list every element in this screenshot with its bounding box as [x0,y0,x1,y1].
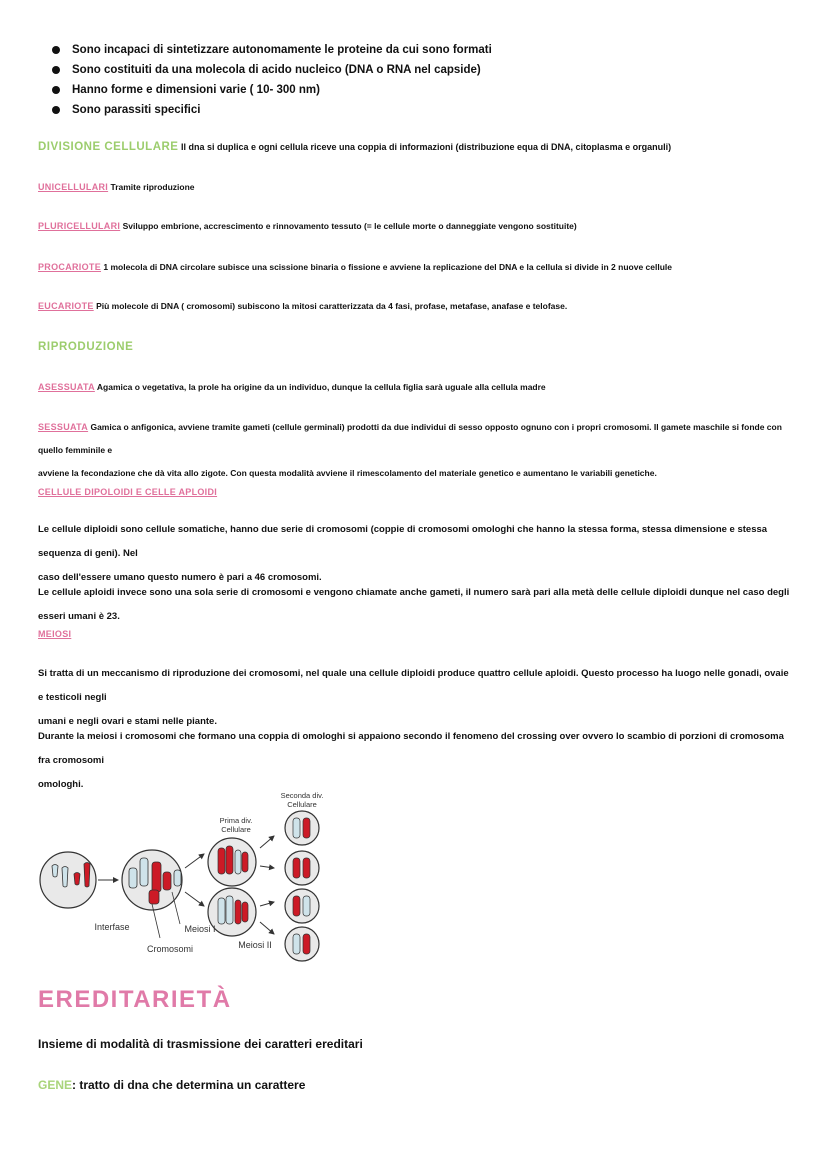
aploidi-paragraph: Le cellule aploidi invece sono una sola serie di cromosomi e vengono chiamate anche gameti, il numero sarà pari alla metà delle cellule diploidi dunque nel caso degli esseri umani è 23. [38,587,790,622]
sessuata-text-1: Gamica o anfigonica, avviene tramite gameti (cellule germinali) prodotti da due individui di sesso opposto ognuno con i propri cromosomi. Il gamete maschile si fonde con quello femminile e [38,422,782,455]
asessuata-text: Agamica o vegetativa, la prole ha origine da un individuo, dunque la cellula figlia sarà uguale alla cellula madre [96,382,546,392]
prima-div-label: Prima div. [219,816,253,825]
interfase-label: Interfase [94,922,130,932]
virus-bullet-list [52,40,492,120]
ereditarieta-definition: Insieme di modalità di trasmissione dei caratteri ereditari [38,1037,363,1051]
interfase-cell [40,852,96,908]
cellule-heading-line [38,485,790,499]
bullet-item: Sono parassiti specifici [52,100,492,120]
seconda-div-label-2: Cellulare [287,800,317,809]
procariote-keyword: PROCARIOTE [38,262,102,272]
meiosi-heading: MEIOSI [38,629,72,639]
divisione-text: Il dna si duplica e ogni cellula riceve una coppia di informazioni (distribuzione equa di DNA, citoplasma e organuli) [181,142,672,152]
prima-div-cell-top [208,838,256,886]
seconda-div-cell-4 [285,927,319,961]
diploidi-line-1: Le cellule diploidi sono cellule somatiche, hanno due serie di cromosomi (coppie di cromosomi omologhi che hanno la stessa forma, stessa dimensione e stessa sequenza di geni). Nel [38,524,768,559]
seconda-div-cell-2 [285,851,319,885]
eucariote-line [38,299,790,313]
eucariote-keyword: EUCARIOTE [38,301,94,311]
pluricellulari-text: Sviluppo embrione, accrescimento e rinnovamento tessuto (= le cellule morte o danneggiate vengono sostituite) [122,221,577,231]
divisione-cellulare-line [38,139,790,155]
seconda-div-cell-1 [285,811,319,845]
meiosi-paragraph-2 [38,725,790,797]
gene-line [38,1075,790,1095]
unicellulari-keyword: UNICELLULARI [38,182,109,192]
meiosi-paragraph-1 [38,662,790,734]
meiosi1-line-2: umani e negli ovari e stami nelle piante. [38,716,217,727]
gene-text: : tratto di dna che determina un carattere [72,1078,306,1092]
ereditarieta-title: EREDITARIETÀ [38,986,232,1013]
meiosis-diagram [34,788,344,966]
asessuata-line [38,380,790,394]
pluricellulari-keyword: PLURICELLULARI [38,221,121,231]
meiosi2-line-1: Durante la meiosi i cromosomi che formano una coppia di omologhi si appaiono secondo il fenomeno del crossing over ovvero lo scambio di porzioni di cromosoma fra cromosomi [38,731,784,766]
sessuata-paragraph [38,416,790,485]
procariote-line [38,260,790,274]
prima-div-label-2: Cellulare [221,825,251,834]
meiosi1-line-1: Si tratta di un meccanismo di riproduzione dei cromosomi, nel quale una cellule diploidi produce quattro cellule aploidi. Questo processo ha luogo nelle gonadi, ovaie e testicoli negli [38,668,789,703]
bullet-item: Hanno forme e dimensioni varie ( 10- 300 nm) [52,80,492,100]
unicellulari-text: Tramite riproduzione [110,182,195,192]
sessuata-line-1 [38,416,790,462]
procariote-text: 1 molecola di DNA circolare subisce una scissione binaria o fissione e avviene la replicazione del DNA e la cellula si divide in 2 nuove cellule [103,262,673,272]
riproduzione-heading: RIPRODUZIONE [38,341,134,353]
sessuata-keyword: SESSUATA [38,422,89,432]
sessuata-line-2: avviene la fecondazione che dà vita allo zigote. Con questa modalità avviene il rimescolamento del materiale genetico e aumentano le variabili genetiche. [38,468,657,478]
diploidi-line-2: caso dell'essere umano questo numero è pari a 46 cromosomi. [38,572,322,583]
cellule-heading: CELLULE DIPOLOIDI E CELLE APLOIDI [38,487,218,497]
pluricellulari-line [38,219,790,233]
meiosi-heading-line [38,627,790,641]
gene-keyword: GENE [38,1078,73,1092]
meiosi2-line-2: omologhi. [38,779,84,790]
seconda-div-label: Seconda div. [280,791,324,800]
bullet-item: Sono incapaci di sintetizzare autonomamente le proteine da cui sono formati [52,40,492,60]
eucariote-text: Più molecole di DNA ( cromosomi) subiscono la mitosi caratterizzata da 4 fasi, profase, metafase, anafase e telofase. [96,301,568,311]
meiosi-i-cell [122,850,182,910]
seconda-div-cell-3 [285,889,319,923]
asessuata-keyword: ASESSUATA [38,382,95,392]
bullet-item: Sono costituiti da una molecola di acido nucleico (DNA o RNA nel capside) [52,60,492,80]
meiosi-i-label: Meiosi I [184,924,216,934]
divisione-keyword: DIVISIONE CELLULARE [38,141,179,153]
meiosi-ii-label: Meiosi II [238,940,272,950]
diploidi-paragraph [38,518,790,590]
unicellulari-line [38,180,790,194]
cromosomi-label: Cromosomi [146,944,194,954]
